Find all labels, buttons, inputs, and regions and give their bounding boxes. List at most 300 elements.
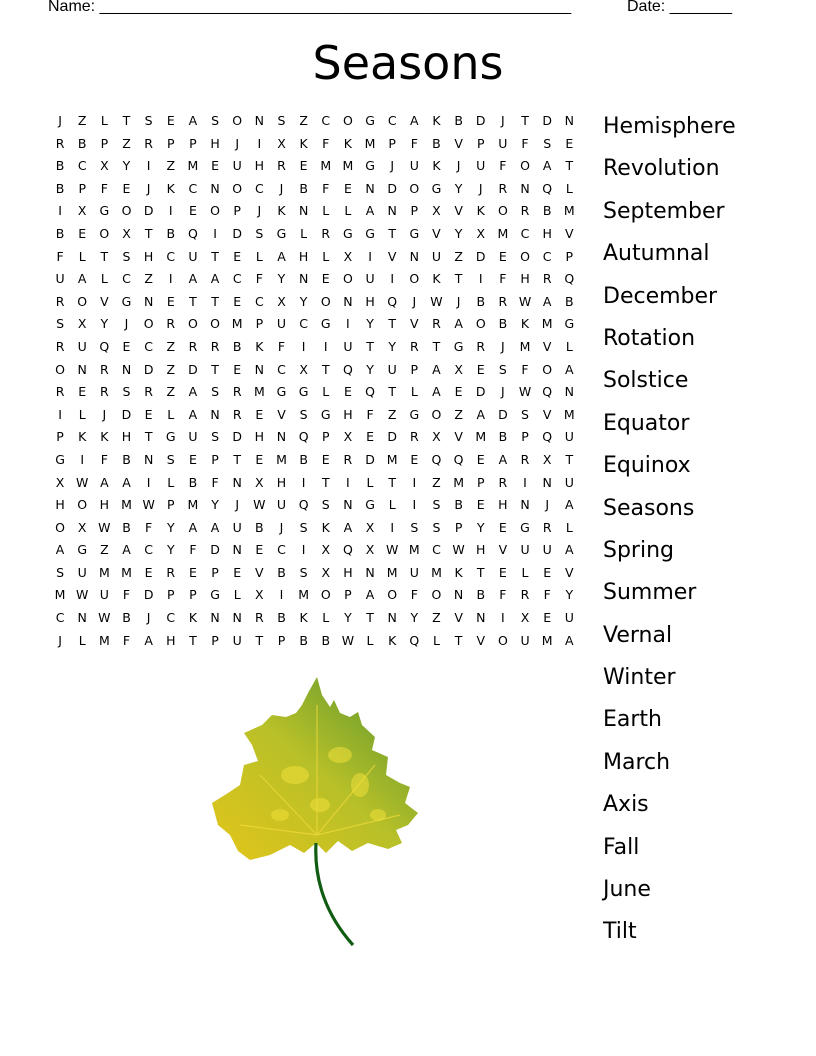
grid-cell: J bbox=[58, 113, 62, 128]
grid-cell: F bbox=[521, 135, 529, 151]
grid-cell: A bbox=[542, 293, 552, 309]
grid-cell: L bbox=[100, 113, 108, 128]
grid-cell: F bbox=[277, 338, 286, 354]
grid-cell: H bbox=[498, 497, 508, 513]
grid-cell: J bbox=[58, 632, 62, 648]
grid-cell: N bbox=[254, 361, 265, 377]
grid-cell: J bbox=[124, 316, 129, 332]
grid-cell: C bbox=[166, 248, 176, 264]
grid-cell: G bbox=[276, 384, 287, 400]
grid-cell: F bbox=[255, 271, 263, 287]
grid-cell: R bbox=[254, 610, 264, 626]
grid-cell: X bbox=[255, 474, 264, 490]
grid-cell: Q bbox=[542, 384, 553, 400]
grid-cell: M bbox=[453, 474, 464, 490]
grid-cell: M bbox=[342, 158, 354, 174]
grid-cell: S bbox=[166, 451, 175, 467]
grid-cell: I bbox=[323, 338, 328, 354]
grid-cell: J bbox=[257, 203, 262, 219]
grid-cell: E bbox=[122, 180, 131, 196]
grid-cell: O bbox=[55, 519, 65, 535]
grid-cell: B bbox=[55, 180, 65, 196]
grid-cell: A bbox=[565, 542, 574, 558]
grid-cell: T bbox=[211, 293, 219, 309]
grid-cell: O bbox=[232, 180, 243, 196]
grid-cell: F bbox=[122, 587, 131, 603]
word-list-item: December bbox=[603, 283, 718, 309]
grid-cell: U bbox=[564, 610, 574, 626]
grid-cell: R bbox=[55, 293, 65, 309]
grid-cell: A bbox=[55, 542, 65, 558]
grid-cell: T bbox=[144, 429, 153, 445]
grid-cell: R bbox=[520, 203, 530, 219]
grid-cell: Z bbox=[122, 135, 131, 151]
grid-cell: S bbox=[144, 113, 153, 128]
grid-cell: H bbox=[121, 429, 132, 445]
word-list-item: March bbox=[603, 749, 671, 775]
grid-cell: P bbox=[344, 587, 352, 603]
grid-cell: I bbox=[412, 497, 417, 513]
grid-cell: M bbox=[276, 451, 287, 467]
grid-cell: V bbox=[255, 564, 264, 580]
grid-cell: D bbox=[542, 113, 552, 128]
grid-cell: U bbox=[387, 361, 397, 377]
grid-cell: Q bbox=[342, 542, 353, 558]
grid-row bbox=[49, 133, 580, 156]
grid-cell: V bbox=[432, 225, 441, 241]
grid-cell: C bbox=[77, 158, 87, 174]
grid-cell: Q bbox=[99, 338, 110, 354]
grid-cell: G bbox=[365, 497, 375, 513]
word-list-item: Axis bbox=[603, 792, 649, 818]
grid-cell: X bbox=[122, 225, 131, 241]
grid-cell: C bbox=[520, 225, 530, 241]
grid-cell: D bbox=[232, 429, 243, 445]
grid-cell: B bbox=[299, 632, 308, 648]
grid-cell: G bbox=[121, 293, 132, 309]
grid-cell: L bbox=[565, 519, 573, 535]
grid-cell: D bbox=[232, 225, 243, 241]
grid-cell: N bbox=[343, 497, 353, 513]
grid-cell: P bbox=[388, 135, 396, 151]
grid-cell: A bbox=[100, 474, 109, 490]
grid-cell: N bbox=[143, 293, 154, 309]
grid-cell: P bbox=[255, 316, 264, 332]
grid-cell: J bbox=[102, 406, 107, 422]
grid-cell: B bbox=[321, 632, 331, 648]
grid-cell: N bbox=[564, 384, 574, 400]
grid-cell: E bbox=[233, 564, 242, 580]
grid-row bbox=[49, 630, 580, 653]
grid-cell: E bbox=[343, 180, 352, 196]
grid-cell: B bbox=[166, 225, 176, 241]
grid-cell: N bbox=[254, 113, 265, 128]
word-list-item: June bbox=[603, 877, 651, 903]
grid-cell: X bbox=[100, 158, 109, 174]
grid-cell: A bbox=[188, 271, 198, 287]
grid-cell: E bbox=[211, 158, 219, 174]
grid-cell: P bbox=[211, 451, 219, 467]
grid-cell: U bbox=[476, 158, 486, 174]
grid-cell: D bbox=[475, 113, 486, 128]
word-list-item: Solstice bbox=[603, 368, 689, 394]
grid-cell: W bbox=[98, 610, 111, 626]
grid-row bbox=[49, 336, 580, 359]
grid-cell: V bbox=[498, 542, 508, 558]
grid-cell: Y bbox=[277, 271, 286, 287]
grid-cell: U bbox=[520, 542, 530, 558]
grid-cell: B bbox=[77, 135, 87, 151]
grid-cell: A bbox=[565, 632, 574, 648]
grid-cell: O bbox=[475, 316, 486, 332]
grid-cell: N bbox=[232, 474, 242, 490]
grid-row bbox=[49, 494, 580, 517]
grid-cell: U bbox=[564, 474, 574, 490]
grid-cell: Z bbox=[166, 158, 176, 174]
grid-cell: U bbox=[188, 429, 198, 445]
grid-cell: Y bbox=[366, 316, 374, 332]
grid-cell: X bbox=[542, 451, 552, 467]
grid-cell: X bbox=[365, 542, 375, 558]
grid-cell: J bbox=[545, 497, 549, 513]
grid-cell: Y bbox=[388, 338, 396, 354]
grid-cell: G bbox=[520, 519, 530, 535]
grid-cell: T bbox=[122, 113, 131, 128]
grid-cell: G bbox=[320, 406, 331, 422]
grid-cell: K bbox=[476, 203, 485, 219]
grid-cell: K bbox=[299, 610, 308, 626]
grid-cell: Z bbox=[166, 361, 176, 377]
grid-cell: R bbox=[476, 338, 486, 354]
grid-row bbox=[49, 472, 580, 495]
grid-cell: E bbox=[498, 519, 507, 535]
grid-cell: V bbox=[387, 248, 397, 264]
grid-cell: F bbox=[189, 542, 197, 558]
grid-cell: E bbox=[454, 384, 463, 400]
grid-cell: R bbox=[498, 474, 508, 490]
grid-cell: X bbox=[299, 361, 308, 377]
grid-cell: D bbox=[143, 203, 154, 219]
grid-cell: M bbox=[431, 564, 442, 580]
grid-cell: L bbox=[78, 248, 86, 264]
word-list-item: Autumnal bbox=[603, 241, 710, 267]
word-list-item: Summer bbox=[603, 580, 697, 606]
grid-cell: E bbox=[410, 451, 419, 467]
word-list-item: Fall bbox=[603, 834, 640, 860]
grid-cell: E bbox=[343, 384, 352, 400]
grid-cell: C bbox=[232, 271, 242, 287]
grid-cell: S bbox=[321, 497, 330, 513]
grid-cell: E bbox=[233, 293, 242, 309]
grid-cell: N bbox=[387, 203, 397, 219]
grid-cell: H bbox=[143, 248, 154, 264]
grid-cell: A bbox=[144, 632, 153, 648]
grid-cell: L bbox=[366, 632, 374, 648]
grid-cell: Z bbox=[100, 542, 109, 558]
grid-cell: X bbox=[277, 135, 286, 151]
grid-cell: O bbox=[342, 271, 353, 287]
grid-cell: L bbox=[167, 474, 175, 490]
page-title: Seasons bbox=[312, 36, 504, 90]
grid-cell: D bbox=[475, 248, 486, 264]
grid-cell: X bbox=[343, 429, 353, 445]
grid-cell: P bbox=[211, 564, 219, 580]
grid-cell: I bbox=[301, 542, 306, 558]
grid-cell: T bbox=[211, 248, 219, 264]
grid-cell: D bbox=[143, 587, 154, 603]
grid-cell: C bbox=[299, 316, 308, 332]
grid-cell: R bbox=[100, 361, 109, 377]
grid-cell: J bbox=[146, 610, 151, 626]
grid-cell: U bbox=[276, 316, 287, 332]
grid-cell: M bbox=[298, 587, 310, 603]
grid-cell: H bbox=[343, 406, 353, 422]
grid-cell: U bbox=[276, 497, 287, 513]
grid-cell: Q bbox=[453, 451, 464, 467]
grid-cell: M bbox=[386, 451, 398, 467]
grid-cell: T bbox=[476, 564, 485, 580]
grid-cell: B bbox=[55, 158, 65, 174]
grid-cell: K bbox=[299, 135, 308, 151]
grid-cell: O bbox=[409, 271, 420, 287]
grid-cell: F bbox=[322, 180, 330, 196]
grid-cell: Q bbox=[387, 293, 398, 309]
word-list-item: Earth bbox=[603, 707, 662, 733]
grid-cell: E bbox=[188, 564, 197, 580]
grid-cell: S bbox=[299, 406, 308, 422]
grid-row bbox=[49, 449, 580, 472]
grid-cell: M bbox=[497, 225, 509, 241]
grid-cell: Q bbox=[564, 271, 575, 287]
grid-cell: J bbox=[390, 158, 395, 174]
grid-cell: B bbox=[299, 451, 308, 467]
grid-cell: J bbox=[235, 135, 240, 151]
grid-cell: L bbox=[432, 632, 440, 648]
grid-cell: E bbox=[78, 225, 87, 241]
grid-cell: M bbox=[320, 158, 332, 174]
grid-cell: N bbox=[298, 203, 309, 219]
grid-cell: C bbox=[432, 542, 441, 558]
grid-cell: V bbox=[100, 293, 109, 309]
grid-cell: U bbox=[232, 519, 242, 535]
grid-cell: P bbox=[476, 474, 485, 490]
grid-row bbox=[49, 246, 580, 269]
grid-cell: N bbox=[520, 497, 530, 513]
grid-cell: N bbox=[409, 248, 419, 264]
grid-cell: C bbox=[254, 180, 264, 196]
grid-cell: Y bbox=[100, 316, 109, 332]
grid-cell: I bbox=[390, 519, 395, 535]
word-list-item: Hemisphere bbox=[603, 114, 736, 139]
grid-cell: X bbox=[77, 203, 87, 219]
grid-cell: B bbox=[299, 180, 308, 196]
grid-cell: G bbox=[453, 338, 464, 354]
grid-cell: O bbox=[77, 497, 88, 513]
grid-row bbox=[49, 359, 580, 382]
word-list-item: Revolution bbox=[603, 156, 720, 182]
grid-cell: U bbox=[431, 248, 442, 264]
grid-cell: W bbox=[430, 293, 443, 309]
grid-cell: I bbox=[80, 451, 85, 467]
grid-cell: L bbox=[167, 406, 175, 422]
grid-cell: M bbox=[541, 632, 553, 648]
grid-cell: W bbox=[452, 542, 465, 558]
grid-cell: M bbox=[253, 384, 265, 400]
leaf-stem bbox=[316, 843, 353, 945]
grid-cell: O bbox=[497, 203, 508, 219]
grid-cell: O bbox=[431, 406, 442, 422]
grid-cell: T bbox=[454, 632, 463, 648]
grid-cell: A bbox=[565, 497, 574, 513]
grid-cell: A bbox=[277, 248, 286, 264]
grid-cell: I bbox=[168, 271, 173, 287]
grid-cell: H bbox=[520, 271, 530, 287]
grid-cell: F bbox=[145, 519, 153, 535]
grid-cell: E bbox=[166, 113, 175, 128]
grid-cell: N bbox=[232, 542, 242, 558]
grid-cell: X bbox=[77, 316, 87, 332]
grid-cell: T bbox=[321, 474, 330, 490]
grid-cell: X bbox=[77, 519, 87, 535]
grid-cell: A bbox=[432, 361, 441, 377]
grid-cell: E bbox=[144, 406, 153, 422]
grid-cell: M bbox=[121, 497, 132, 513]
grid-cell: S bbox=[211, 429, 220, 445]
grid-cell: V bbox=[476, 632, 486, 648]
grid-cell: E bbox=[543, 610, 552, 626]
grid-row bbox=[49, 426, 580, 449]
grid-cell: L bbox=[78, 406, 86, 422]
grid-cell: M bbox=[231, 316, 243, 332]
grid-cell: J bbox=[456, 158, 461, 174]
grid-cell: B bbox=[55, 225, 65, 241]
word-list-item: Winter bbox=[603, 665, 676, 691]
grid-cell: N bbox=[476, 610, 486, 626]
grid-cell: S bbox=[299, 519, 308, 535]
grid-cell: E bbox=[188, 451, 197, 467]
grid-cell: E bbox=[476, 361, 485, 377]
grid-cell: D bbox=[365, 451, 375, 467]
grid-cell: A bbox=[210, 519, 220, 535]
grid-cell: O bbox=[520, 248, 530, 264]
grid-cell: Z bbox=[77, 113, 87, 128]
grid-cell: R bbox=[188, 338, 198, 354]
grid-cell: V bbox=[454, 429, 463, 445]
grid-cell: N bbox=[210, 610, 220, 626]
grid-cell: F bbox=[366, 406, 374, 422]
grid-cell: K bbox=[277, 203, 286, 219]
grid-cell: O bbox=[409, 180, 420, 196]
grid-cell: J bbox=[456, 293, 461, 309]
grid-cell: H bbox=[254, 158, 265, 174]
worksheet-header bbox=[0, 0, 816, 22]
grid-cell: I bbox=[58, 406, 62, 422]
grid-cell: O bbox=[210, 316, 220, 332]
grid-cell: F bbox=[56, 248, 64, 264]
grid-cell: U bbox=[409, 158, 419, 174]
grid-cell: I bbox=[412, 474, 417, 490]
grid-cell: U bbox=[498, 135, 508, 151]
grid-cell: Y bbox=[366, 361, 374, 377]
grid-cell: N bbox=[520, 180, 530, 196]
grid-cell: S bbox=[432, 519, 441, 535]
grid-cell: Q bbox=[298, 429, 309, 445]
grid-cell: R bbox=[55, 384, 65, 400]
grid-cell: H bbox=[276, 474, 287, 490]
grid-cell: G bbox=[165, 429, 176, 445]
grid-cell: Q bbox=[542, 180, 553, 196]
grid-cell: Z bbox=[144, 271, 153, 287]
grid-cell: Y bbox=[565, 587, 574, 603]
grid-cell: Y bbox=[211, 497, 219, 513]
grid-cell: E bbox=[78, 384, 87, 400]
grid-cell: L bbox=[300, 225, 308, 241]
grid-cell: Y bbox=[166, 542, 175, 558]
grid-cell: Y bbox=[166, 519, 175, 535]
grid-cell: E bbox=[144, 564, 153, 580]
grid-cell: U bbox=[232, 632, 242, 648]
grid-cell: F bbox=[410, 587, 418, 603]
grid-cell: G bbox=[99, 203, 110, 219]
grid-cell: U bbox=[55, 271, 65, 287]
grid-cell: Z bbox=[432, 474, 441, 490]
grid-cell: W bbox=[341, 632, 355, 648]
grid-cell: S bbox=[122, 384, 131, 400]
grid-cell: C bbox=[55, 610, 65, 626]
grid-cell: R bbox=[277, 158, 286, 174]
grid-cell: E bbox=[321, 271, 330, 287]
grid-cell: G bbox=[320, 316, 331, 332]
grid-cell: G bbox=[409, 406, 420, 422]
grid-cell: A bbox=[188, 384, 198, 400]
grid-cell: P bbox=[565, 248, 574, 264]
grid-row bbox=[49, 517, 580, 540]
grid-cell: R bbox=[542, 271, 552, 287]
grid-row bbox=[49, 200, 580, 223]
grid-cell: A bbox=[432, 384, 441, 400]
grid-cell: P bbox=[277, 632, 286, 648]
grid-cell: A bbox=[188, 519, 198, 535]
grid-cell: R bbox=[55, 135, 65, 151]
grid-cell: X bbox=[277, 293, 286, 309]
grid-cell: K bbox=[100, 429, 109, 445]
grid-cell: E bbox=[122, 338, 131, 354]
grid-cell: L bbox=[565, 180, 573, 196]
grid-cell: L bbox=[233, 587, 241, 603]
grid-cell: K bbox=[520, 316, 530, 332]
grid-cell: L bbox=[322, 610, 330, 626]
grid-cell: A bbox=[365, 587, 375, 603]
grid-cell: H bbox=[343, 564, 353, 580]
grid-cell: L bbox=[344, 203, 352, 219]
grid-cell: L bbox=[521, 564, 529, 580]
grid-cell: Q bbox=[298, 497, 309, 513]
grid-cell: N bbox=[564, 113, 574, 128]
grid-cell: G bbox=[55, 451, 65, 467]
grid-cell: R bbox=[343, 451, 353, 467]
grid-cell: I bbox=[301, 474, 306, 490]
grid-cell: K bbox=[255, 338, 264, 354]
grid-cell: B bbox=[255, 519, 264, 535]
grid-cell: D bbox=[210, 542, 220, 558]
grid-cell: W bbox=[142, 497, 155, 513]
grid-cell: X bbox=[321, 564, 331, 580]
grid-row bbox=[49, 607, 580, 630]
grid-cell: E bbox=[188, 203, 197, 219]
grid-cell: E bbox=[498, 564, 507, 580]
grid-cell: F bbox=[100, 180, 108, 196]
grid-cell: I bbox=[301, 338, 306, 354]
